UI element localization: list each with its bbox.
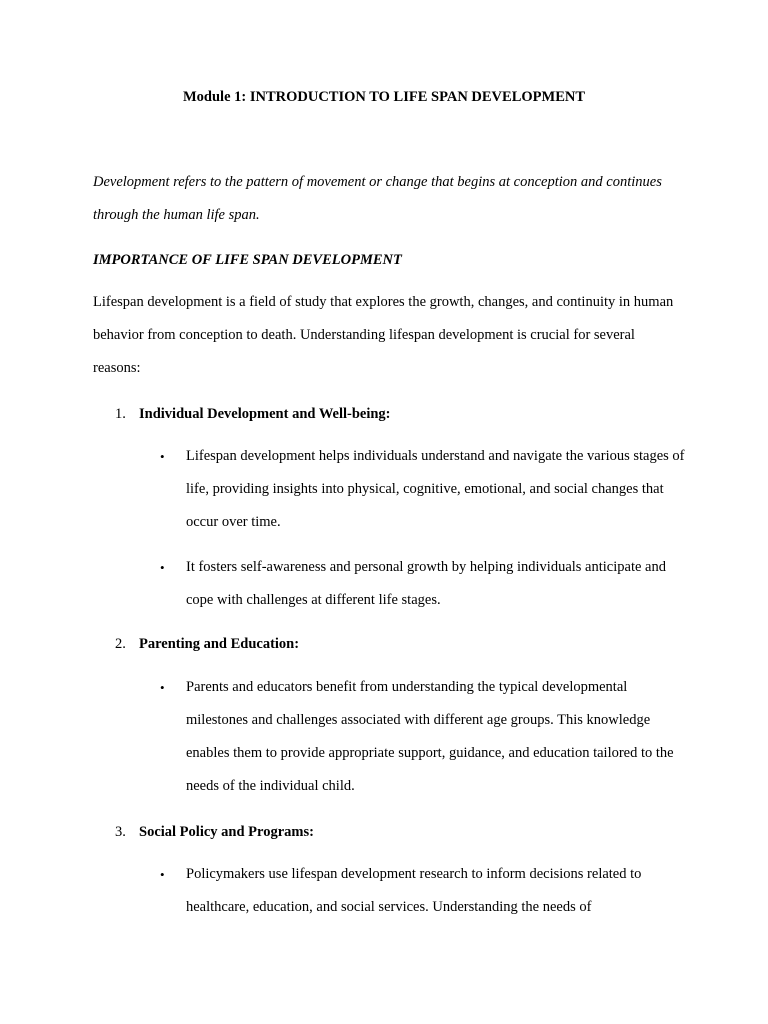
item-number: 2. [115, 636, 126, 652]
numbered-item-3 [115, 822, 314, 842]
bullet-item [160, 858, 690, 924]
item-number: 3. [115, 824, 126, 840]
section-heading: IMPORTANCE OF LIFE SPAN DEVELOPMENT [93, 252, 402, 268]
bullet-text: Policymakers use lifespan development research to inform decisions related to healthcare, education, and social services. Understanding the needs of [186, 866, 642, 915]
bullet-text: It fosters self-awareness and personal growth by helping individuals anticipate and cope with challenges at different life stages. [186, 559, 666, 608]
item-label: Individual Development and Well-being: [139, 406, 391, 422]
page-title: Module 1: INTRODUCTION TO LIFE SPAN DEVELOPMENT [182, 89, 586, 105]
item-label: Social Policy and Programs: [139, 824, 314, 840]
bullet-item [160, 671, 690, 803]
bullet-item [160, 440, 690, 539]
bullet-icon: • [160, 680, 165, 695]
item-number: 1. [115, 406, 126, 422]
bullet-text: Lifespan development helps individuals understand and navigate the various stages of life, providing insights into physical, cognitive, emotional, and social changes that occur over time. [186, 448, 685, 530]
definition-paragraph: Development refers to the pattern of movement or change that begins at conception and continues through the human life span. [93, 174, 662, 223]
bullet-icon: • [160, 449, 165, 464]
numbered-item-2 [115, 634, 299, 654]
bullet-icon: • [160, 867, 165, 882]
bullet-item [160, 551, 690, 617]
numbered-item-1 [115, 404, 391, 424]
bullet-text: Parents and educators benefit from understanding the typical developmental milestones and challenges associated with different age groups. This knowledge enables them to provide appropriate support, guidance, and education tailored to the needs of the individual child. [186, 679, 674, 794]
bullet-icon: • [160, 560, 165, 575]
item-label: Parenting and Education: [139, 636, 300, 652]
intro-paragraph: Lifespan development is a field of study that explores the growth, changes, and continuity in human behavior from conception to death. Understanding lifespan development is crucial for several reasons: [93, 294, 674, 376]
